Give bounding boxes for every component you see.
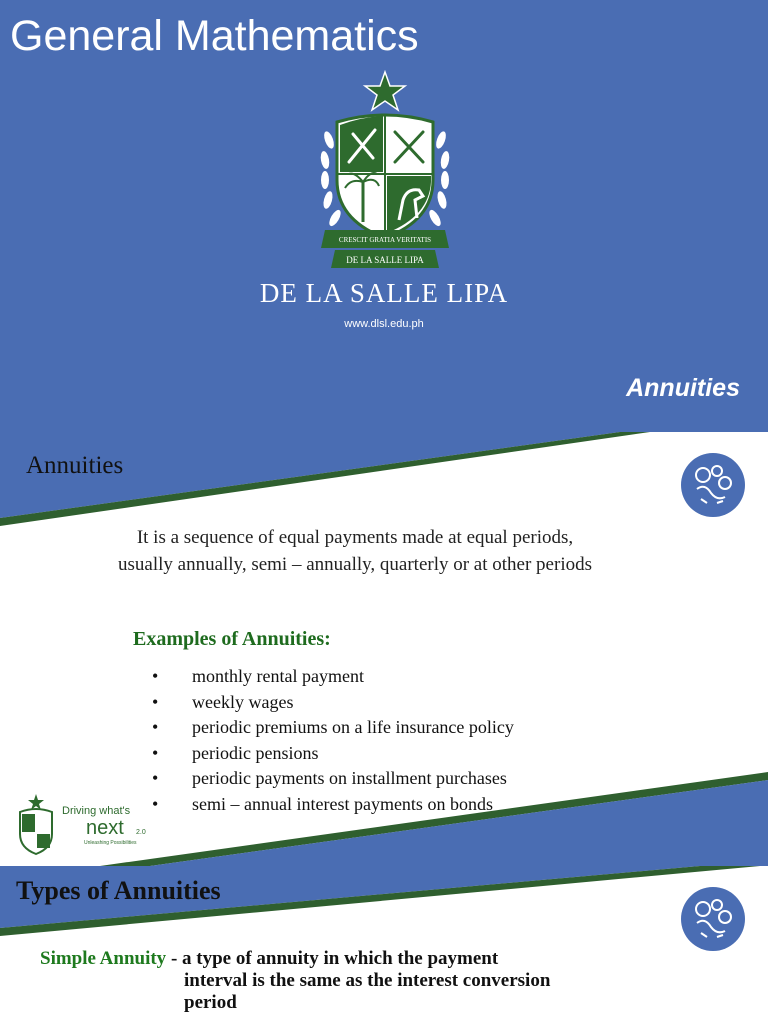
types-slide (0, 866, 768, 1024)
logo-tagline: Unleashing Possibilities (84, 840, 137, 846)
logo-line2: next (86, 817, 124, 839)
definition-first: - a type of annuity in which the payment (166, 948, 499, 969)
definition-line-1: It is a sequence of equal payments made at equal periods, (136, 527, 574, 548)
crest-motto: CRESCIT GRATIA VERITATIS (338, 236, 432, 244)
list-item: • periodic payments on installment purchases (152, 766, 514, 792)
annuity-term: Simple Annuity (40, 948, 167, 969)
list-item: • monthly rental payment (152, 664, 514, 690)
list-item: • semi – annual interest payments on bonds (152, 792, 514, 818)
math-badge-icon (681, 887, 745, 951)
list-item: • weekly wages (152, 690, 514, 716)
annuity-definition (30, 524, 680, 578)
course-title: General Mathematics (10, 12, 419, 60)
examples-list (152, 664, 514, 818)
slide-title: Annuities (26, 452, 124, 479)
examples-heading: Examples of Annuities: (133, 628, 331, 650)
driving-whats-next-logo (14, 792, 164, 856)
math-badge-icon (681, 453, 745, 517)
simple-annuity-definition (40, 948, 700, 1014)
logo-version: 2.0 (136, 829, 146, 836)
title-slide (0, 0, 768, 432)
list-item: • periodic premiums on a life insurance policy (152, 715, 514, 741)
star-icon (365, 72, 405, 110)
school-crest-icon (315, 70, 455, 275)
annuities-slide (0, 432, 768, 866)
crest-banner: DE LA SALLE LIPA (346, 255, 424, 265)
logo-line1: Driving what's (62, 805, 131, 817)
slide-subtitle: Annuities (626, 374, 740, 402)
school-name: DE LA SALLE LIPA (259, 278, 509, 308)
school-website[interactable]: www.dlsl.edu.ph (344, 318, 424, 330)
definition-third: period (184, 992, 237, 1013)
list-item: • periodic pensions (152, 741, 514, 767)
definition-line-2: usually annually, semi – annually, quarterly or at other periods (118, 554, 592, 575)
definition-second: interval is the same as the interest conversion (184, 970, 551, 991)
slide-title: Types of Annuities (16, 876, 221, 905)
